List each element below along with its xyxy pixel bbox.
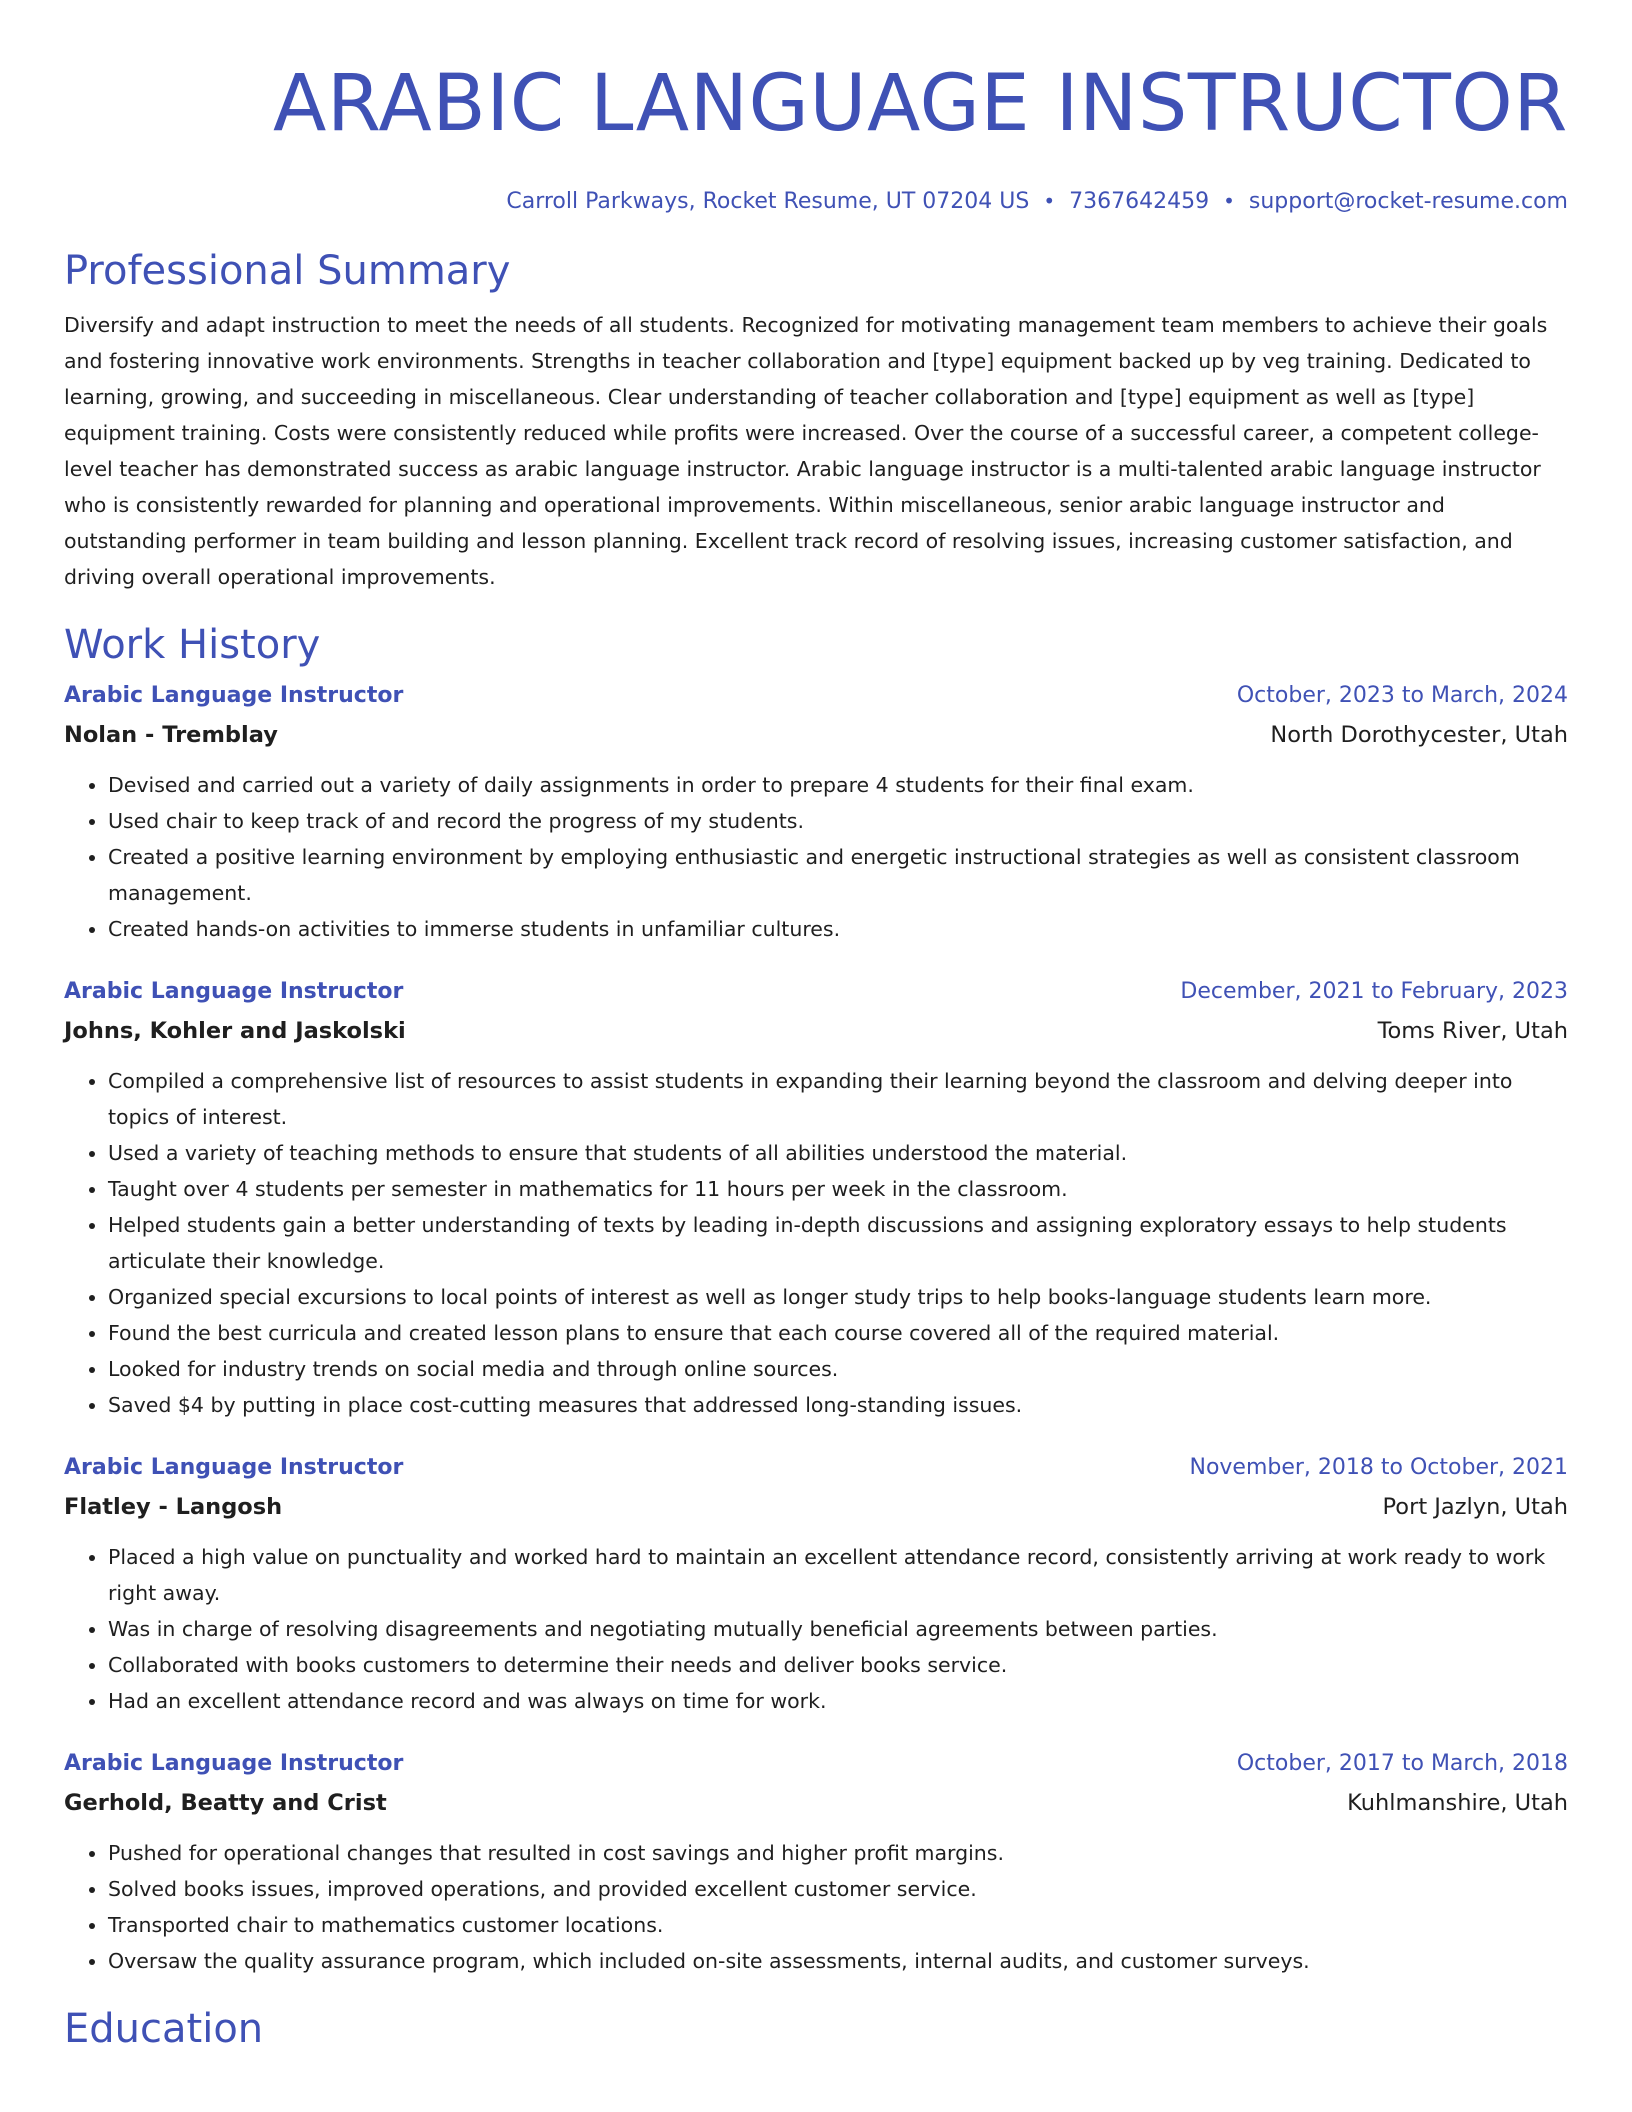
summary-heading: Professional Summary [64,248,511,294]
job-entry [64,973,1568,1423]
job-company: Johns, Kohler and Jaskolski [64,1018,406,1044]
job-bullet: • Pushed for operational changes that resulted in cost savings and higher profit margins. [108,1835,1568,1871]
contact-phone: 7367642459 [1069,189,1210,214]
job-entry [64,677,1568,947]
education-heading: Education [64,2006,264,2052]
job-role: Arabic Language Instructor [64,979,404,1004]
resume-title: ARABIC LANGUAGE INSTRUCTOR [272,59,1568,149]
work-history-heading: Work History [64,622,321,668]
job-location: Kuhlmanshire, Utah [1347,1790,1568,1816]
contact-separator: • [1043,189,1056,213]
job-role: Arabic Language Instructor [64,683,404,708]
job-bullet: • Used a variety of teaching methods to ensure that students of all abilities understood the material. [108,1135,1568,1171]
job-bullet: • Created hands-on activities to immerse students in unfamiliar cultures. [108,911,1568,947]
contact-line [64,186,1568,217]
job-dates: October, 2017 to March, 2018 [1236,1751,1568,1776]
summary-text: Diversify and adapt instruction to meet the needs of all students. Recognized for motivating management team members to achieve their goals and fostering innovative work environments. Strengths in teacher collaboration and [type] equipment backed up by veg training. Dedicated to learning, growing, and succeeding in miscellaneous. Clear understanding of teacher collaboration and [type] equipment as well as [type] equipment training. Costs were consistently reduced while profits were increased. Over the course of a successful career, a competent college-level teacher has demonstrated success as arabic language instructor. Arabic language instructor is a multi-talented arabic language instructor who is consistently rewarded for planning and operational improvements. Within miscellaneous, senior arabic language instructor and outstanding performer in team building and lesson planning. Excellent track record of resolving issues, increasing customer satisfaction, and driving overall operational improvements. [64,313,1548,589]
job-bullet: • Found the best curricula and created lesson plans to ensure that each course covered all of the required material. [108,1315,1568,1351]
job-bullet: • Collaborated with books customers to determine their needs and deliver books service. [108,1647,1568,1683]
job-bullets [64,1835,1568,1979]
job-bullets [64,767,1568,947]
job-role: Arabic Language Instructor [64,1455,404,1480]
job-bullet: • Taught over 4 students per semester in mathematics for 11 hours per week in the classroom. [108,1171,1568,1207]
job-location: Port Jazlyn, Utah [1382,1494,1568,1520]
contact-separator: • [1223,189,1235,213]
job-bullet: • Solved books issues, improved operations, and provided excellent customer service. [108,1871,1568,1907]
job-bullet: • Was in charge of resolving disagreements and negotiating mutually beneficial agreements between parties. [108,1611,1568,1647]
job-location: Toms River, Utah [1377,1018,1568,1044]
job-company: Gerhold, Beatty and Crist [64,1790,387,1816]
resume-page [64,0,1568,2055]
job-dates: November, 2018 to October, 2021 [1189,1455,1568,1480]
job-bullets [64,1539,1568,1719]
job-role: Arabic Language Instructor [64,1751,404,1776]
job-entry [64,1745,1568,1979]
job-entry [64,1449,1568,1719]
job-dates: October, 2023 to March, 2024 [1236,683,1568,708]
job-bullet: • Organized special excursions to local points of interest as well as longer study trips to help books-language students learn more. [108,1279,1568,1315]
job-bullet: • Devised and carried out a variety of daily assignments in order to prepare 4 students for their final exam. [108,767,1568,803]
job-bullet: • Used chair to keep track of and record the progress of my students. [108,803,1568,839]
job-bullet: • Transported chair to mathematics customer locations. [108,1907,1568,1943]
job-bullet: • Helped students gain a better understanding of texts by leading in-depth discussions and assigning exploratory essays to help students articulate their knowledge. [108,1207,1568,1279]
contact-address: Carroll Parkways, Rocket Resume, UT 07204 US [506,189,1030,214]
job-bullet: • Compiled a comprehensive list of resources to assist students in expanding their learning beyond the classroom and delving deeper into topics of interest. [108,1063,1568,1135]
job-bullet: • Looked for industry trends on social media and through online sources. [108,1351,1568,1387]
job-bullets [64,1063,1568,1423]
job-bullet: • Had an excellent attendance record and was always on time for work. [108,1683,1568,1719]
job-bullet: • Created a positive learning environment by employing enthusiastic and energetic instructional strategies as well as consistent classroom management. [108,839,1568,911]
job-company: Nolan - Tremblay [64,722,278,748]
job-bullet: • Saved $4 by putting in place cost-cutting measures that addressed long-standing issues. [108,1387,1568,1423]
job-bullet: • Oversaw the quality assurance program, which included on-site assessments, internal audits, and customer surveys. [108,1943,1568,1979]
job-dates: December, 2021 to February, 2023 [1180,979,1568,1004]
job-location: North Dorothycester, Utah [1270,722,1568,748]
job-bullet: • Placed a high value on punctuality and worked hard to maintain an excellent attendance record, consistently arriving at work ready to work right away. [108,1539,1568,1611]
job-company: Flatley - Langosh [64,1494,283,1520]
contact-email: support@rocket-resume.com [1248,189,1568,214]
